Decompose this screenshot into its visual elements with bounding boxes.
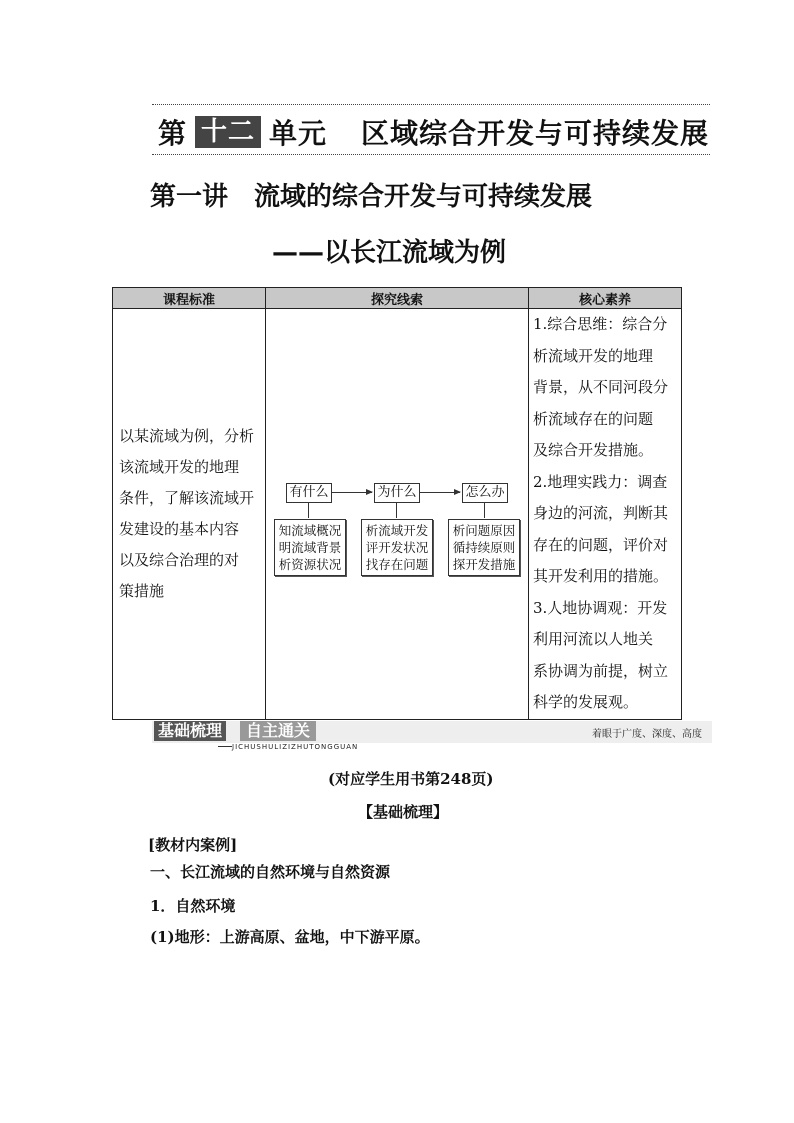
heading-2: 1．自然环境 [150,897,236,915]
flow-diagram [266,311,528,716]
page-reference: (对应学生用书第248页) [328,770,494,788]
curriculum-line: 条件，了解该流域开 [119,488,255,507]
arrow-icon [420,492,460,493]
core-line: 存在的问题，评价对 [533,535,669,554]
core-cell [529,309,682,720]
curriculum-line: 策措施 [119,581,165,600]
core-line: 及综合开发措施。 [533,441,654,459]
flow-detail-why [361,519,433,576]
flow-detail-line: 析流域开发 [365,523,429,539]
connector-line [308,502,309,518]
arrow-icon [332,492,372,493]
core-line: 析流域开发的地理 [533,346,654,365]
curriculum-table [112,287,682,720]
connector-line [396,502,397,518]
unit-name: 区域综合开发与可持续发展 [361,117,710,150]
top-dotted-rule [152,104,710,105]
curriculum-line: 以及综合治理的对 [119,550,240,569]
core-line: 科学的发展观。 [533,693,639,711]
core-line: 3.人地协调观：开发 [533,598,668,617]
item-terrain: (1)地形：上游高原、盆地，中下游平原。 [150,928,430,946]
lecture-subtitle: ——以长江流域为例 [272,238,507,268]
curriculum-line: 以某流域为例，分析 [119,426,255,445]
banner-tag-basics: 基础梳理 [154,721,226,741]
flow-detail-line: 循持续原则 [452,540,516,556]
unit-prefix: 第 [158,117,188,150]
core-line: 身边的河流，判断其 [533,504,669,522]
flow-detail-line: 找存在问题 [365,557,429,573]
core-line: 背景，从不同河段分 [533,378,669,396]
unit-suffix: 单元 [269,117,328,150]
section-title: 【基础梳理】 [358,803,449,821]
flow-step-why: 为什么 [374,483,420,503]
header-core: 核心素养 [529,288,682,309]
flow-step-what: 有什么 [286,483,332,503]
flow-detail-line: 知流域概况 [278,523,342,539]
bottom-dotted-rule [152,154,710,155]
flow-detail-what [274,519,346,576]
clues-cell [266,309,529,720]
header-clues: 探究线索 [266,288,529,309]
curriculum-line: 发建设的基本内容 [119,519,240,538]
core-line: 1.综合思维：综合分 [533,315,668,333]
flow-detail-line: 评开发状况 [365,540,429,556]
header-curriculum: 课程标准 [113,288,266,309]
flow-detail-line: 明流域背景 [278,540,342,556]
banner-pinyin: JICHUSHULIZIZHUTONGGUAN [232,743,359,751]
banner-note: 着眼于广度、深度、高度 [592,729,702,740]
connector-line [484,502,485,518]
flow-detail-line: 探开发措施 [452,557,516,573]
section-banner [152,721,712,751]
core-line: 系协调为前提，树立 [533,661,669,680]
curriculum-line: 该流域开发的地理 [119,457,240,476]
heading-1: 一、长江流域的自然环境与自然资源 [150,863,391,881]
core-line: 2.地理实践力：调查 [533,472,668,491]
flow-detail-line: 析问题原因 [452,523,516,539]
lecture-title: 第一讲 流域的综合开发与可持续发展 [150,182,593,212]
unit-number: 十二 [195,116,261,148]
flow-detail-line: 析资源状况 [278,557,342,573]
unit-title [158,112,709,152]
banner-tag-self-study: 自主通关 [240,721,316,741]
banner-rule [218,746,232,747]
core-line: 其开发利用的措施。 [533,567,669,585]
curriculum-cell [113,309,266,720]
flow-detail-how [448,519,520,576]
core-line: 利用河流以人地关 [533,630,654,648]
core-line: 析流域存在的问题 [533,409,654,428]
flow-step-how: 怎么办 [462,483,508,503]
case-label: [教材内案例] [148,836,238,854]
